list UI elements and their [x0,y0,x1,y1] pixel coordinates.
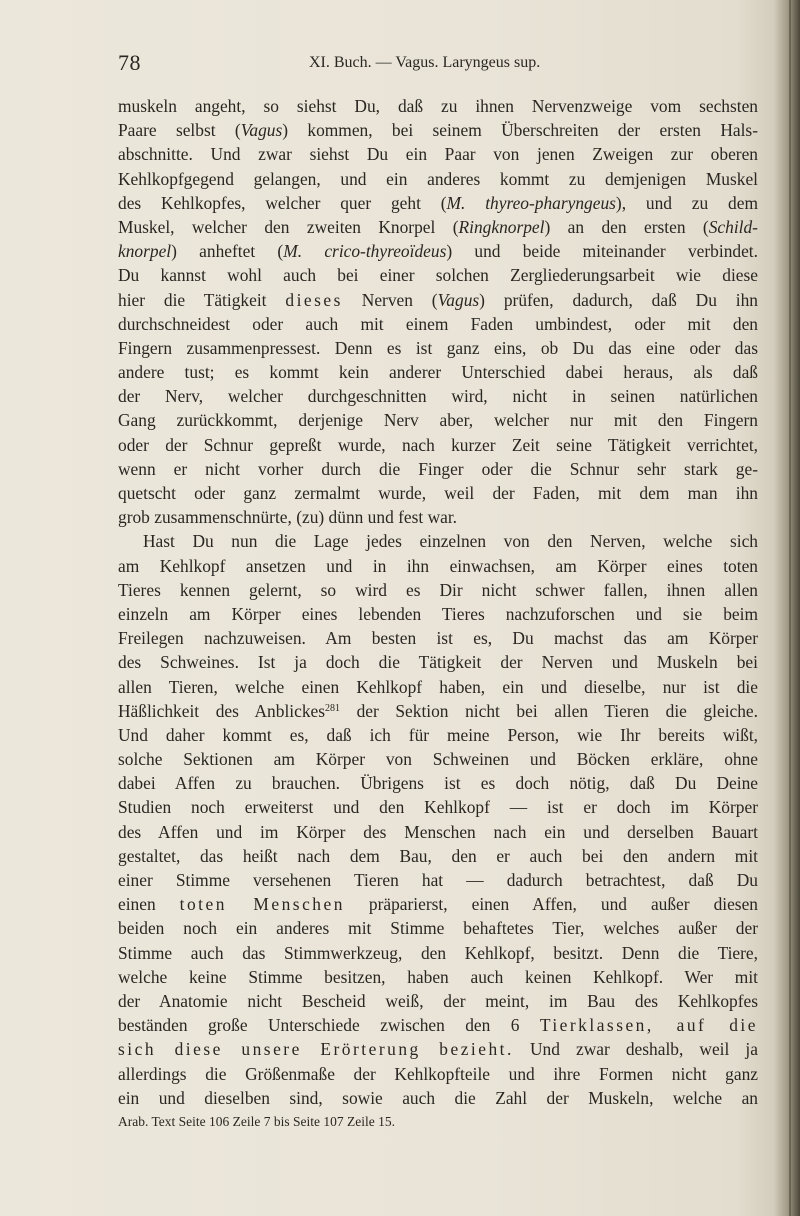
text-run: durchschneidest oder auch mit einem Faden umbindest, oder mit den [118,313,758,334]
text-run: Freilegen nachzuweisen. Am besten ist es, Du machst das am Körper [118,628,758,649]
text-run: ) prüfen, dadurch, daß Du ihn [479,289,758,310]
text-line [118,578,758,602]
text-run: des Schweines. Ist ja doch die Tätigkeit der Nerven und Muskeln bei [118,652,758,673]
text-run: beständen große Unterschiede zwischen den 6 [118,1015,540,1036]
text-line [118,384,758,408]
text-line [118,771,758,795]
body-text [118,94,758,1134]
text-line [118,94,758,118]
page-number: 78 [118,50,141,75]
text-run: hier die Tätigkeit [118,289,286,310]
text-run: ) kommen, bei seinem Überschreiten der ersten Hals- [282,120,758,141]
text-run: Fingern zusammenpressest. Denn es ist ganz eins, ob Du das eine oder das [118,337,758,358]
spaced-emphasis: toten Menschen [179,894,345,915]
page-edge-line [789,0,791,1216]
text-line [118,1037,758,1061]
text-line [118,699,758,723]
text-line [118,167,758,191]
text-line [118,505,758,529]
text-line [118,191,758,215]
text-line [118,892,758,916]
text-line [118,288,758,312]
text-run: des Affen und im Körper des Menschen nach ein und derselben Bauart [118,821,758,842]
text-line [118,868,758,892]
text-run: Paare selbst ( [118,120,241,141]
text-run: abschnitte. Und zwar siehst Du ein Paar von jenen Zweigen zur oberen [118,144,758,165]
text-line [118,336,758,360]
text-line [118,941,758,965]
text-line [118,1086,758,1110]
text-line [118,457,758,481]
text-run: ) an den ersten ( [544,216,709,237]
text-run: der Anatomie nicht Bescheid weiß, der meint, im Bau des Kehlkopfes [118,990,758,1011]
text-line [118,723,758,747]
spaced-emphasis: dieses [285,289,343,310]
text-line [118,602,758,626]
text-run: einer Stimme versehenen Tieren hat — dadurch betrachtest, daß Du [118,870,758,890]
text-run: grob zusammenschnürte, (zu) dünn und fest war. [118,507,458,528]
italic-term: Vagus [240,120,283,141]
text-run: Stimme auch das Stimmwerkzeug, den Kehlkopf, besitzt. Denn die Tiere, [118,942,758,963]
text-run: gestaltet, das heißt nach dem Bau, den er auch bei den andern mit [118,845,758,866]
text-run: Hast Du nun die Lage jedes einzelnen von den Nerven, welche sich [143,531,758,552]
footnote-marker: 281 [325,702,341,714]
text-run: der Sektion nicht bei allen Tieren die gleiche. [340,700,759,721]
text-line [118,142,758,166]
text-run: Muskel, welcher den zweiten Knorpel ( [118,216,459,237]
text-line [118,916,758,940]
italic-term: M. crico-thyreoïdeus [283,241,447,262]
text-line [118,795,758,819]
italic-term: Ringknorpel [458,216,545,237]
text-run: ) und beide miteinander verbindet. [446,241,758,262]
spaced-emphasis: sich diese unsere Erörterung bezieht. [118,1039,514,1060]
text-run: allerdings die Größenmaße der Kehlkopfteile und ihre Formen nicht ganz [118,1063,758,1084]
text-run: Häßlichkeit des Anblickes [118,700,326,721]
text-run: Studien noch erweiterst und den Kehlkopf — ist er doch im Körper [118,797,758,818]
text-run: ein und dieselben sind, sowie auch die Zahl der Muskeln, welche an [118,1087,758,1108]
text-run: oder der Schnur gepreßt wurde, nach kurzer Zeit seine Tätigkeit verrichtet, [118,434,758,455]
text-line [118,675,758,699]
text-line [118,820,758,844]
text-line [118,1062,758,1086]
italic-term: M. thyreo-pharyngeus [446,192,616,213]
text-run: des Kehlkopfes, welcher quer geht ( [118,192,447,213]
text-run: muskeln angeht, so siehst Du, daß zu ihnen Nervenzweige vom sechsten [118,96,758,116]
text-run: Gang zurückkommt, derjenige Nerv aber, welcher nur mit den Fingern [118,410,758,431]
text-run: der Nerv, welcher durchgeschnitten wird, nicht in seinen natürlichen [118,386,758,407]
italic-term: Vagus [437,289,480,310]
text-run: Tieres kennen gelernt, so wird es Dir nicht schwer fallen, ihnen allen [118,579,758,600]
text-line [118,360,758,384]
text-run: Kehlkopfgegend gelangen, und ein anderes kommt zu demjenigen Muskel [118,168,758,189]
text-line [118,239,758,263]
text-run: präparierst, einen Affen, und außer diesen [344,894,758,915]
text-line [118,408,758,432]
text-run: Nerven ( [342,289,438,310]
italic-term: Schild- [708,216,758,237]
text-run: ) anheftet ( [171,241,284,262]
text-line [118,263,758,287]
page-header [118,50,758,80]
text-run: am Kehlkopf ansetzen und in ihn einwachsen, am Körper eines toten [118,555,758,576]
text-line [118,747,758,771]
text-run: einzeln am Körper eines lebenden Tieres nachzuforschen und sie beim [118,603,758,624]
italic-term: knorpel [118,241,172,262]
running-head: XI. Buch. — Vagus. Laryngeus sup. [309,54,541,71]
text-line [118,312,758,336]
text-line [118,481,758,505]
text-line [118,1013,758,1037]
text-run: Und zwar deshalb, weil ja [513,1039,758,1060]
source-reference: Arab. Text Seite 106 Zeile 7 bis Seite 107 Zeile 15. [118,1113,395,1129]
text-line [118,626,758,650]
text-run: dabei Affen zu brauchen. Übrigens ist es doch nötig, daß Du Deine [118,773,758,794]
text-run: welche keine Stimme besitzen, haben auch keinen Kehlkopf. Wer mit [118,966,758,987]
text-line [118,965,758,989]
text-line [118,433,758,457]
text-line [118,118,758,142]
page-edge-shadow [774,0,800,1216]
text-line [118,554,758,578]
text-run: wenn er nicht vorher durch die Finger oder die Schnur sehr stark ge- [118,458,758,479]
text-line [118,844,758,868]
text-run: andere tust; es kommt kein anderer Unterschied dabei heraus, als daß [118,362,758,383]
text-run: beiden noch ein anderes mit Stimme behaftetes Tier, welches außer der [118,918,758,939]
text-run: quetscht oder ganz zermalmt wurde, weil der Faden, mit dem man ihn [118,483,758,503]
text-run: allen Tieren, welche einen Kehlkopf haben, ein und dieselbe, nur ist die [118,676,758,697]
text-run: solche Sektionen am Körper von Schweinen und Böcken erkläre, ohne [118,749,758,770]
text-line [118,989,758,1013]
spaced-emphasis: Tierklassen, auf die [539,1015,758,1036]
text-line [118,215,758,239]
text-run: Du kannst wohl auch bei einer solchen Zergliederungsarbeit wie diese [118,265,758,286]
text-line [118,529,758,553]
text-run: Und daher kommt es, daß ich für meine Person, wie Ihr bereits wißt, [118,724,758,745]
text-line [118,650,758,674]
text-run: ), und zu dem [615,192,758,213]
text-run: einen [118,894,180,915]
